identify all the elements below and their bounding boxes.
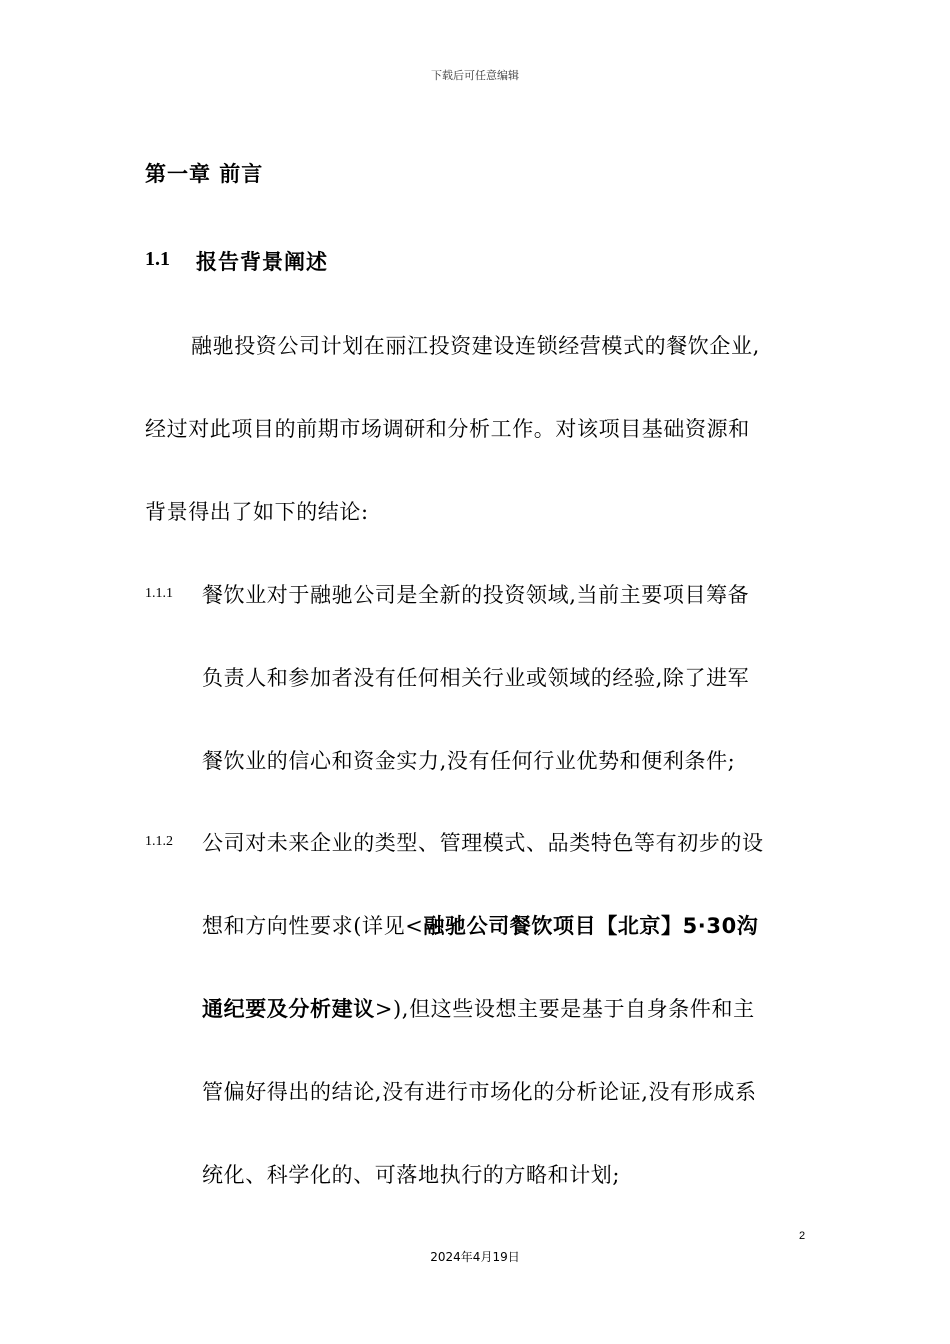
item-line: [202, 993, 755, 1023]
intro-line: 融驰投资公司计划在丽江投资建设连锁经营模式的餐饮企业,: [191, 334, 760, 358]
page-number: 2: [799, 1230, 806, 1242]
referenced-document-title: 通纪要及分析建议: [202, 997, 375, 1021]
section-title: 报告背景阐述: [196, 250, 328, 274]
item-line: [202, 910, 758, 940]
intro-line: 背景得出了如下的结论:: [145, 500, 369, 524]
item-line: 公司对未来企业的类型、管理模式、品类特色等有初步的设: [202, 831, 764, 855]
header-note: 下载后可任意编辑: [431, 69, 519, 82]
referenced-document-title: 融驰公司餐饮项目【北京】5·30沟: [423, 914, 759, 938]
item-number: 1.1.1: [145, 586, 173, 601]
item-number: 1.1.2: [145, 834, 173, 849]
item-line: 管偏好得出的结论,没有进行市场化的分析论证,没有形成系: [202, 1080, 757, 1104]
chapter-title: 第一章 前言: [145, 162, 264, 186]
item-line: 负责人和参加者没有任何相关行业或领域的经验,除了进军: [202, 666, 750, 690]
item-line: 餐饮业的信心和资金实力,没有任何行业优势和便利条件;: [202, 749, 736, 773]
item-text: >),但这些设想主要是基于自身条件和主: [374, 997, 755, 1021]
section-number: 1.1: [145, 248, 170, 270]
item-line: 餐饮业对于融驰公司是全新的投资领域,当前主要项目筹备: [202, 583, 750, 607]
intro-line: 经过对此项目的前期市场调研和分析工作。对该项目基础资源和: [145, 417, 750, 441]
item-text: 想和方向性要求(详见<: [202, 914, 424, 938]
footer-date: 2024年4月19日: [430, 1250, 520, 1264]
item-line: 统化、科学化的、可落地执行的方略和计划;: [202, 1163, 621, 1187]
